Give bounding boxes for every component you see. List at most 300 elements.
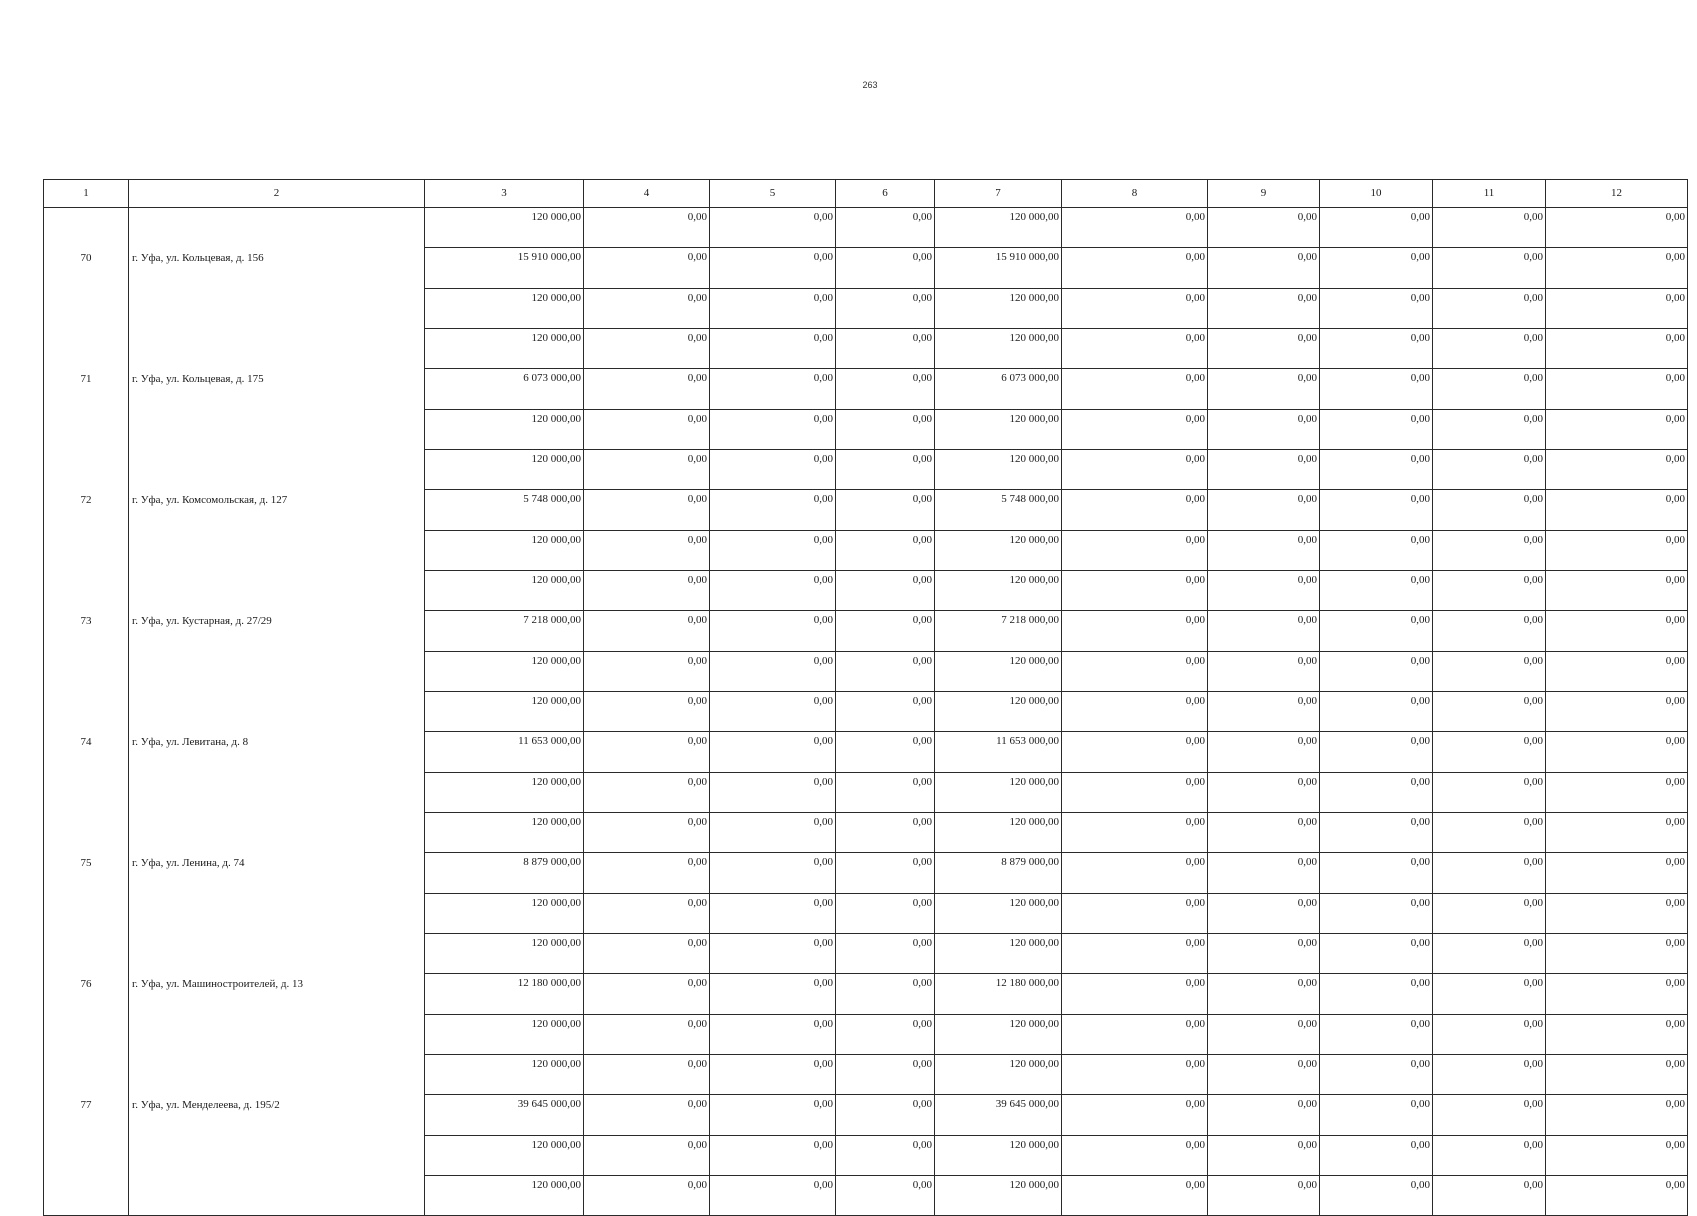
- row-address: г. Уфа, ул. Левитана, д. 8: [129, 732, 425, 773]
- table-row: [44, 369, 1688, 410]
- amount-cell: 0,00: [1062, 732, 1208, 773]
- amount-cell: 0,00: [836, 531, 935, 571]
- amount-cell: 0,00: [1546, 410, 1688, 450]
- table-row: [44, 329, 1688, 369]
- amount-cell: 0,00: [710, 329, 836, 369]
- amount-cell: 0,00: [1208, 329, 1320, 369]
- amount-cell: 0,00: [1433, 410, 1546, 450]
- amount-cell: 0,00: [584, 773, 710, 813]
- amount-cell: 0,00: [710, 1095, 836, 1136]
- amount-cell: 120 000,00: [935, 1176, 1062, 1216]
- amount-cell: 15 910 000,00: [425, 248, 584, 289]
- amount-cell: 7 218 000,00: [935, 611, 1062, 652]
- amount-cell: 0,00: [836, 410, 935, 450]
- amount-cell: 120 000,00: [425, 1136, 584, 1176]
- table-row: [44, 692, 1688, 732]
- amount-cell: 0,00: [1320, 692, 1433, 732]
- table-row: [44, 773, 1688, 813]
- amount-cell: 6 073 000,00: [425, 369, 584, 410]
- table-row: [44, 1095, 1688, 1136]
- amount-cell: 0,00: [584, 369, 710, 410]
- address-cell-empty: [129, 773, 425, 813]
- amount-cell: 0,00: [584, 531, 710, 571]
- table-row: [44, 289, 1688, 329]
- amount-cell: 0,00: [1320, 894, 1433, 934]
- address-cell-empty: [129, 208, 425, 248]
- amount-cell: 11 653 000,00: [935, 732, 1062, 773]
- amount-cell: 0,00: [1546, 248, 1688, 289]
- table-body: [44, 180, 1688, 1216]
- amount-cell: 120 000,00: [935, 652, 1062, 692]
- amount-cell: 0,00: [836, 813, 935, 853]
- amount-cell: 120 000,00: [425, 1015, 584, 1055]
- amount-cell: 0,00: [584, 208, 710, 248]
- amount-cell: 0,00: [710, 1136, 836, 1176]
- amount-cell: 0,00: [584, 1176, 710, 1216]
- row-address: г. Уфа, ул. Менделеева, д. 195/2: [129, 1095, 425, 1136]
- amount-cell: 120 000,00: [935, 289, 1062, 329]
- amount-cell: 0,00: [1062, 813, 1208, 853]
- amount-cell: 0,00: [1062, 974, 1208, 1015]
- amount-cell: 0,00: [1433, 611, 1546, 652]
- table-row: [44, 813, 1688, 853]
- amount-cell: 0,00: [710, 732, 836, 773]
- amount-cell: 12 180 000,00: [935, 974, 1062, 1015]
- amount-cell: 0,00: [836, 369, 935, 410]
- amount-cell: 0,00: [1062, 652, 1208, 692]
- row-index: 72: [44, 490, 129, 531]
- header-row: [44, 180, 1688, 208]
- amount-cell: 0,00: [1320, 410, 1433, 450]
- amount-cell: 0,00: [710, 369, 836, 410]
- amount-cell: 0,00: [1208, 289, 1320, 329]
- table-row: [44, 894, 1688, 934]
- amount-cell: 120 000,00: [425, 773, 584, 813]
- index-cell-empty: [44, 450, 129, 490]
- amount-cell: 0,00: [836, 1136, 935, 1176]
- address-cell-empty: [129, 652, 425, 692]
- index-cell-empty: [44, 1176, 129, 1216]
- column-header: 8: [1062, 180, 1208, 208]
- amount-cell: 0,00: [836, 692, 935, 732]
- amount-cell: 120 000,00: [935, 531, 1062, 571]
- amount-cell: 0,00: [584, 490, 710, 531]
- amount-cell: 0,00: [710, 974, 836, 1015]
- amount-cell: 0,00: [836, 208, 935, 248]
- amount-cell: 0,00: [584, 1136, 710, 1176]
- amount-cell: 0,00: [836, 652, 935, 692]
- amount-cell: 0,00: [1546, 289, 1688, 329]
- amount-cell: 0,00: [710, 773, 836, 813]
- amount-cell: 0,00: [710, 410, 836, 450]
- amount-cell: 0,00: [1062, 369, 1208, 410]
- amount-cell: 0,00: [710, 1176, 836, 1216]
- amount-cell: 120 000,00: [935, 571, 1062, 611]
- amount-cell: 0,00: [1433, 732, 1546, 773]
- amount-cell: 0,00: [836, 289, 935, 329]
- amount-cell: 0,00: [1546, 1095, 1688, 1136]
- amount-cell: 0,00: [1208, 208, 1320, 248]
- amount-cell: 0,00: [1062, 571, 1208, 611]
- amount-cell: 0,00: [1546, 1136, 1688, 1176]
- amount-cell: 0,00: [1320, 934, 1433, 974]
- amount-cell: 120 000,00: [425, 1176, 584, 1216]
- amount-cell: 0,00: [1546, 652, 1688, 692]
- amount-cell: 0,00: [584, 410, 710, 450]
- amount-cell: 120 000,00: [425, 652, 584, 692]
- row-index: 73: [44, 611, 129, 652]
- amount-cell: 0,00: [1433, 853, 1546, 894]
- amount-cell: 0,00: [1208, 773, 1320, 813]
- amount-cell: 0,00: [1433, 369, 1546, 410]
- amount-cell: 0,00: [1320, 652, 1433, 692]
- amount-cell: 0,00: [710, 934, 836, 974]
- amount-cell: 0,00: [1320, 490, 1433, 531]
- amount-cell: 0,00: [1320, 208, 1433, 248]
- amount-cell: 0,00: [836, 934, 935, 974]
- amount-cell: 39 645 000,00: [425, 1095, 584, 1136]
- amount-cell: 0,00: [1433, 1055, 1546, 1095]
- amount-cell: 0,00: [1320, 369, 1433, 410]
- amount-cell: 0,00: [836, 1176, 935, 1216]
- amount-cell: 0,00: [1208, 1176, 1320, 1216]
- amount-cell: 0,00: [1433, 531, 1546, 571]
- address-cell-empty: [129, 1055, 425, 1095]
- amount-cell: 5 748 000,00: [935, 490, 1062, 531]
- index-cell-empty: [44, 1136, 129, 1176]
- address-cell-empty: [129, 571, 425, 611]
- column-header: 10: [1320, 180, 1433, 208]
- amount-cell: 0,00: [1320, 1136, 1433, 1176]
- amount-cell: 0,00: [584, 1095, 710, 1136]
- amount-cell: 0,00: [1062, 611, 1208, 652]
- amount-cell: 0,00: [1546, 571, 1688, 611]
- amount-cell: 0,00: [1062, 531, 1208, 571]
- table-row: [44, 1136, 1688, 1176]
- amount-cell: 0,00: [836, 853, 935, 894]
- amount-cell: 120 000,00: [935, 692, 1062, 732]
- index-cell-empty: [44, 208, 129, 248]
- row-index: 75: [44, 853, 129, 894]
- amount-cell: 0,00: [1208, 692, 1320, 732]
- amount-cell: 0,00: [710, 531, 836, 571]
- table-row: [44, 490, 1688, 531]
- amount-cell: 120 000,00: [935, 1015, 1062, 1055]
- amount-cell: 0,00: [836, 974, 935, 1015]
- amount-cell: 0,00: [584, 571, 710, 611]
- amount-cell: 0,00: [1062, 773, 1208, 813]
- amount-cell: 0,00: [1320, 531, 1433, 571]
- amount-cell: 0,00: [584, 289, 710, 329]
- amount-cell: 0,00: [1062, 1136, 1208, 1176]
- amount-cell: 0,00: [584, 813, 710, 853]
- amount-cell: 8 879 000,00: [935, 853, 1062, 894]
- amount-cell: 0,00: [1546, 894, 1688, 934]
- amount-cell: 0,00: [1433, 248, 1546, 289]
- amount-cell: 0,00: [1546, 773, 1688, 813]
- amount-cell: 0,00: [836, 571, 935, 611]
- amount-cell: 0,00: [1433, 208, 1546, 248]
- amount-cell: 0,00: [1208, 369, 1320, 410]
- address-cell-empty: [129, 450, 425, 490]
- data-table: [43, 179, 1688, 1216]
- column-header: 5: [710, 180, 836, 208]
- amount-cell: 0,00: [1546, 329, 1688, 369]
- amount-cell: 0,00: [1433, 490, 1546, 531]
- index-cell-empty: [44, 289, 129, 329]
- address-cell-empty: [129, 531, 425, 571]
- amount-cell: 0,00: [1433, 571, 1546, 611]
- index-cell-empty: [44, 410, 129, 450]
- row-address: г. Уфа, ул. Машиностроителей, д. 13: [129, 974, 425, 1015]
- amount-cell: 0,00: [836, 490, 935, 531]
- table-row: [44, 652, 1688, 692]
- amount-cell: 120 000,00: [935, 773, 1062, 813]
- amount-cell: 11 653 000,00: [425, 732, 584, 773]
- amount-cell: 0,00: [1546, 813, 1688, 853]
- address-cell-empty: [129, 934, 425, 974]
- amount-cell: 0,00: [1433, 773, 1546, 813]
- column-header: 11: [1433, 180, 1546, 208]
- amount-cell: 0,00: [1546, 490, 1688, 531]
- row-address: г. Уфа, ул. Кольцевая, д. 175: [129, 369, 425, 410]
- amount-cell: 0,00: [1546, 732, 1688, 773]
- address-cell-empty: [129, 1136, 425, 1176]
- amount-cell: 0,00: [1208, 1136, 1320, 1176]
- amount-cell: 0,00: [1062, 450, 1208, 490]
- row-index: 70: [44, 248, 129, 289]
- amount-cell: 0,00: [836, 1055, 935, 1095]
- amount-cell: 0,00: [1546, 1176, 1688, 1216]
- table-row: [44, 248, 1688, 289]
- amount-cell: 0,00: [1062, 329, 1208, 369]
- amount-cell: 0,00: [710, 611, 836, 652]
- amount-cell: 0,00: [1062, 248, 1208, 289]
- amount-cell: 0,00: [584, 732, 710, 773]
- amount-cell: 0,00: [1546, 692, 1688, 732]
- amount-cell: 120 000,00: [425, 208, 584, 248]
- table-row: [44, 450, 1688, 490]
- address-cell-empty: [129, 410, 425, 450]
- amount-cell: 0,00: [1320, 571, 1433, 611]
- amount-cell: 120 000,00: [425, 894, 584, 934]
- amount-cell: 0,00: [710, 289, 836, 329]
- amount-cell: 0,00: [1062, 208, 1208, 248]
- address-cell-empty: [129, 894, 425, 934]
- amount-cell: 0,00: [1433, 692, 1546, 732]
- table-row: [44, 1176, 1688, 1216]
- amount-cell: 120 000,00: [425, 289, 584, 329]
- amount-cell: 120 000,00: [935, 450, 1062, 490]
- index-cell-empty: [44, 894, 129, 934]
- row-index: 76: [44, 974, 129, 1015]
- amount-cell: 0,00: [1208, 853, 1320, 894]
- amount-cell: 0,00: [1208, 571, 1320, 611]
- amount-cell: 0,00: [1208, 410, 1320, 450]
- amount-cell: 0,00: [1208, 450, 1320, 490]
- index-cell-empty: [44, 329, 129, 369]
- amount-cell: 0,00: [710, 248, 836, 289]
- amount-cell: 0,00: [836, 450, 935, 490]
- amount-cell: 120 000,00: [935, 208, 1062, 248]
- amount-cell: 0,00: [1208, 531, 1320, 571]
- amount-cell: 120 000,00: [425, 1055, 584, 1095]
- amount-cell: 0,00: [1062, 490, 1208, 531]
- amount-cell: 120 000,00: [425, 410, 584, 450]
- amount-cell: 0,00: [710, 450, 836, 490]
- amount-cell: 0,00: [1546, 611, 1688, 652]
- amount-cell: 0,00: [1546, 1015, 1688, 1055]
- amount-cell: 0,00: [1320, 1055, 1433, 1095]
- amount-cell: 0,00: [1433, 813, 1546, 853]
- amount-cell: 0,00: [1062, 894, 1208, 934]
- amount-cell: 0,00: [836, 894, 935, 934]
- address-cell-empty: [129, 1176, 425, 1216]
- amount-cell: 120 000,00: [425, 571, 584, 611]
- amount-cell: 0,00: [1320, 853, 1433, 894]
- amount-cell: 0,00: [584, 329, 710, 369]
- amount-cell: 0,00: [1208, 1055, 1320, 1095]
- amount-cell: 0,00: [836, 248, 935, 289]
- index-cell-empty: [44, 692, 129, 732]
- page-number: 263: [862, 80, 878, 90]
- amount-cell: 6 073 000,00: [935, 369, 1062, 410]
- amount-cell: 0,00: [1062, 289, 1208, 329]
- amount-cell: 0,00: [1208, 1015, 1320, 1055]
- amount-cell: 120 000,00: [425, 329, 584, 369]
- amount-cell: 7 218 000,00: [425, 611, 584, 652]
- address-cell-empty: [129, 692, 425, 732]
- table-row: [44, 934, 1688, 974]
- amount-cell: 0,00: [1208, 611, 1320, 652]
- amount-cell: 0,00: [1062, 692, 1208, 732]
- amount-cell: 0,00: [584, 1055, 710, 1095]
- index-cell-empty: [44, 934, 129, 974]
- amount-cell: 0,00: [710, 853, 836, 894]
- amount-cell: 0,00: [836, 773, 935, 813]
- index-cell-empty: [44, 1055, 129, 1095]
- amount-cell: 0,00: [710, 894, 836, 934]
- amount-cell: 0,00: [710, 1055, 836, 1095]
- amount-cell: 0,00: [1433, 894, 1546, 934]
- row-index: 77: [44, 1095, 129, 1136]
- amount-cell: 120 000,00: [425, 692, 584, 732]
- amount-cell: 0,00: [1546, 369, 1688, 410]
- amount-cell: 0,00: [584, 248, 710, 289]
- table-row: [44, 571, 1688, 611]
- amount-cell: 0,00: [1546, 450, 1688, 490]
- address-cell-empty: [129, 289, 425, 329]
- amount-cell: 0,00: [1320, 813, 1433, 853]
- row-index: 74: [44, 732, 129, 773]
- amount-cell: 120 000,00: [935, 1055, 1062, 1095]
- amount-cell: 0,00: [1433, 1015, 1546, 1055]
- column-header: 3: [425, 180, 584, 208]
- amount-cell: 0,00: [1546, 853, 1688, 894]
- table-row: [44, 853, 1688, 894]
- amount-cell: 8 879 000,00: [425, 853, 584, 894]
- row-address: г. Уфа, ул. Комсомольская, д. 127: [129, 490, 425, 531]
- address-cell-empty: [129, 1015, 425, 1055]
- amount-cell: 0,00: [710, 208, 836, 248]
- amount-cell: 0,00: [1208, 894, 1320, 934]
- amount-cell: 0,00: [1320, 289, 1433, 329]
- amount-cell: 120 000,00: [425, 813, 584, 853]
- amount-cell: 0,00: [584, 853, 710, 894]
- amount-cell: 0,00: [584, 692, 710, 732]
- amount-cell: 0,00: [584, 611, 710, 652]
- amount-cell: 0,00: [584, 894, 710, 934]
- column-header: 12: [1546, 180, 1688, 208]
- amount-cell: 0,00: [836, 329, 935, 369]
- amount-cell: 0,00: [1062, 1176, 1208, 1216]
- amount-cell: 0,00: [836, 1015, 935, 1055]
- amount-cell: 0,00: [1433, 329, 1546, 369]
- amount-cell: 120 000,00: [935, 410, 1062, 450]
- column-header: 4: [584, 180, 710, 208]
- amount-cell: 0,00: [1320, 974, 1433, 1015]
- amount-cell: 120 000,00: [935, 329, 1062, 369]
- amount-cell: 0,00: [1320, 611, 1433, 652]
- table-row: [44, 208, 1688, 248]
- amount-cell: 120 000,00: [935, 1136, 1062, 1176]
- column-header: 9: [1208, 180, 1320, 208]
- amount-cell: 120 000,00: [935, 934, 1062, 974]
- table-row: [44, 1055, 1688, 1095]
- amount-cell: 0,00: [1320, 1015, 1433, 1055]
- amount-cell: 0,00: [584, 1015, 710, 1055]
- amount-cell: 0,00: [1546, 934, 1688, 974]
- amount-cell: 0,00: [584, 652, 710, 692]
- amount-cell: 0,00: [1208, 1095, 1320, 1136]
- row-address: г. Уфа, ул. Кольцевая, д. 156: [129, 248, 425, 289]
- amount-cell: 0,00: [1208, 248, 1320, 289]
- amount-cell: 0,00: [1208, 490, 1320, 531]
- amount-cell: 0,00: [1208, 974, 1320, 1015]
- amount-cell: 0,00: [1062, 1015, 1208, 1055]
- amount-cell: 0,00: [1433, 450, 1546, 490]
- table-row: [44, 1015, 1688, 1055]
- amount-cell: 0,00: [1062, 934, 1208, 974]
- amount-cell: 0,00: [710, 490, 836, 531]
- address-cell-empty: [129, 813, 425, 853]
- amount-cell: 0,00: [1433, 1136, 1546, 1176]
- amount-cell: 0,00: [1320, 773, 1433, 813]
- amount-cell: 120 000,00: [425, 934, 584, 974]
- amount-cell: 0,00: [1208, 813, 1320, 853]
- amount-cell: 0,00: [710, 571, 836, 611]
- amount-cell: 0,00: [1320, 329, 1433, 369]
- amount-cell: 0,00: [1320, 1176, 1433, 1216]
- address-cell-empty: [129, 329, 425, 369]
- row-address: г. Уфа, ул. Ленина, д. 74: [129, 853, 425, 894]
- amount-cell: 0,00: [1433, 1095, 1546, 1136]
- column-header: 2: [129, 180, 425, 208]
- amount-cell: 0,00: [1433, 934, 1546, 974]
- amount-cell: 0,00: [1062, 410, 1208, 450]
- amount-cell: 120 000,00: [935, 894, 1062, 934]
- amount-cell: 0,00: [710, 813, 836, 853]
- index-cell-empty: [44, 1015, 129, 1055]
- amount-cell: 0,00: [1433, 289, 1546, 329]
- amount-cell: 0,00: [1320, 1095, 1433, 1136]
- amount-cell: 0,00: [1433, 1176, 1546, 1216]
- amount-cell: 120 000,00: [425, 531, 584, 571]
- amount-cell: 0,00: [1546, 974, 1688, 1015]
- amount-cell: 120 000,00: [935, 813, 1062, 853]
- index-cell-empty: [44, 531, 129, 571]
- amount-cell: 0,00: [1062, 1095, 1208, 1136]
